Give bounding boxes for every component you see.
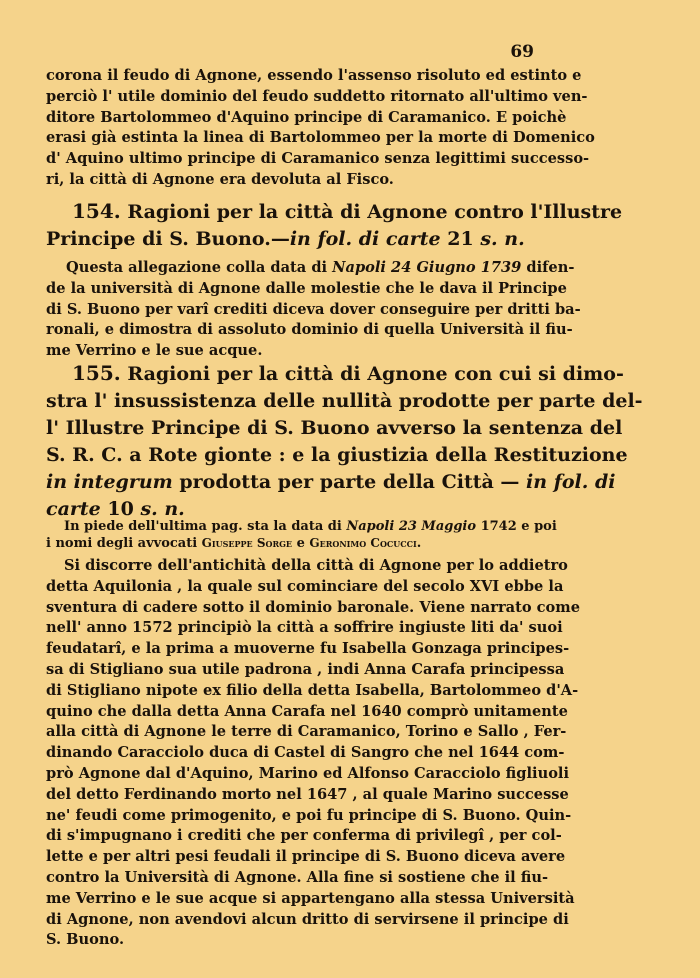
entry-155-latin: in integrum (46, 471, 173, 493)
entry-155-title (46, 360, 658, 523)
entry-154-number: 154. (72, 199, 121, 223)
body-line: lette e per altri pesi feudali il principe di S. Buono diceva avere (46, 848, 566, 866)
body-line: nell' anno 1572 principiò la città a soffrire ingiuste liti da' suoi (46, 619, 563, 637)
body-line: di s'impugnano i crediti che per conferma di privilegî , per col- (46, 827, 562, 845)
entry-155-title-line: l' Illustre Principe di S. Buono avverso la sentenza del (46, 417, 623, 439)
entry-155-title-line: Ragioni per la città di Agnone con cui si dimo- (127, 363, 624, 385)
entry-155-title-line: stra l' insussistenza delle nullità prodotte per parte del- (46, 390, 643, 412)
advocate-name: Geronimo Cocucci (309, 536, 417, 550)
intro-line: perciò l' utile dominio del feudo suddetto ritornato all'ultimo ven- (46, 87, 588, 105)
entry-155-title-text: prodotta per parte della Città — (172, 471, 527, 493)
entry-154-desc-text: difen- (521, 259, 575, 276)
body-line: Si discorre dell'antichità della città di Agnone per lo addietro (64, 557, 568, 574)
entry-155-note-text: e (292, 536, 310, 551)
body-line: sa di Stigliano sua utile padrona , indi Anna Carafa principessa (46, 660, 565, 678)
entry-154-format: in fol. di carte (289, 228, 441, 250)
body-line: detta Aquilonia , la quale sul cominciare del secolo XVI ebbe la (46, 577, 564, 595)
entry-154-title (46, 198, 658, 253)
entry-154-date: Napoli 24 Giugno 1739 (332, 259, 522, 276)
body-line: S. Buono. (46, 931, 125, 949)
body-line: feudatarî, e la prima a muoverne fu Isabella Gonzaga principes- (46, 640, 570, 658)
body-line: quino che dalla detta Anna Carafa nel 1640 comprò unitamente (46, 702, 568, 720)
entry-155-title-line: S. R. C. a Rote gionte : e la giustizia della Restituzione (46, 444, 628, 466)
entry-155-format: in fol. di (526, 471, 616, 493)
entry-154-description (46, 258, 658, 362)
entry-155-carte: carte (46, 498, 101, 520)
intro-paragraph (46, 66, 658, 191)
entry-154-desc-line: ronali, e dimostra di assoluto dominio di quella Università il fiu- (46, 321, 573, 339)
entry-155-note (46, 518, 658, 552)
page-number: 69 (510, 42, 534, 62)
body-line: prò Agnone dal d'Aquino, Marino ed Alfonso Caracciolo figliuoli (46, 764, 570, 782)
entry-155-note-text: In piede dell'ultima pag. sta la data di (64, 519, 347, 534)
entry-154-count: 21 (447, 228, 474, 250)
entry-154-sn: s. n. (480, 228, 525, 250)
body-line: dinando Caracciolo duca di Castel di Sangro che nel 1644 com- (46, 744, 565, 762)
entry-155-note-text: i nomi degli avvocati (46, 536, 202, 551)
body-line: sventura di cadere sotto il dominio baronale. Viene narrato come (46, 598, 581, 616)
body-line: ne' feudi come primogenito, e poi fu principe di S. Buono. Quin- (46, 806, 572, 824)
entry-154-dash: — (270, 228, 290, 250)
body-line: contro la Università di Agnone. Alla fine si sostiene che il fiu- (46, 868, 549, 886)
intro-line: ditore Bartolommeo d'Aquino principe di Caramanico. E poichè (46, 108, 567, 126)
entry-154-desc-line: me Verrino e le sue acque. (46, 342, 263, 360)
body-line: alla città di Agnone le terre di Caramanico, Torino e Sallo , Fer- (46, 723, 567, 741)
entry-154-desc-text: Questa allegazione colla data di (66, 259, 333, 276)
entry-155-note-text: 1742 e poi (476, 519, 557, 534)
entry-154-desc-line: di S. Buono per varî crediti diceva dover conseguire per dritti ba- (46, 300, 581, 318)
entry-155-sn: s. n. (140, 498, 185, 520)
entry-154-title-line: Ragioni per la città di Agnone contro l'Illustre (127, 201, 623, 223)
entry-154-desc-line: de la università di Agnone dalle molestie che le dava il Principe (46, 279, 567, 297)
entry-155-count: 10 (100, 498, 141, 520)
intro-line: erasi già estinta la linea di Bartolommeo per la morte di Domenico (46, 129, 595, 147)
body-line: me Verrino e le sue acque si appartengano alla stessa Università (46, 889, 575, 907)
entry-155-number: 155. (72, 361, 121, 385)
intro-line: d' Aquino ultimo principe di Caramanico senza legittimi successo- (46, 150, 590, 168)
entry-154-title-line: Principe di S. Buono. (46, 228, 271, 250)
intro-line: corona il feudo di Agnone, essendo l'assenso risoluto ed estinto e (46, 67, 582, 84)
entry-155-note-date: Napoli 23 Maggio (346, 519, 477, 534)
entry-155-note-text: . (416, 536, 422, 551)
entry-155-body (46, 556, 658, 951)
body-line: di Agnone, non avendovi alcun dritto di servirsene il principe di (46, 910, 569, 928)
body-line: di Stigliano nipote ex filio della detta Isabella, Bartolommeo d'A- (46, 681, 579, 699)
body-line: del detto Ferdinando morto nel 1647 , al quale Marino successe (46, 785, 569, 803)
intro-line: ri, la città di Agnone era devoluta al Fisco. (46, 170, 394, 188)
advocate-name: Giuseppe Sorge (201, 536, 293, 550)
